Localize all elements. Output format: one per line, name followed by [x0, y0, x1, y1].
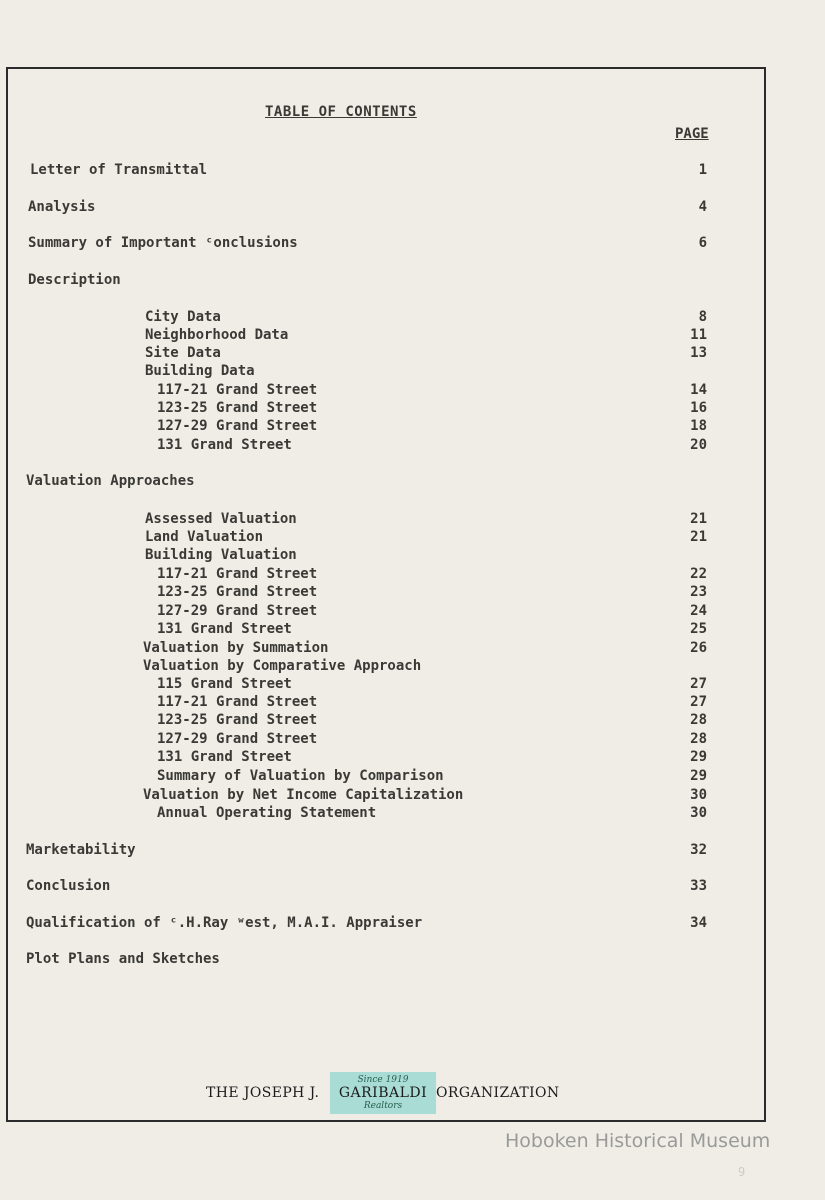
toc-page: 22 [690, 566, 707, 582]
toc-page: 34 [690, 915, 707, 931]
toc-page: 1 [698, 162, 707, 178]
toc-label: 131 Grand Street [157, 621, 292, 637]
toc-page: 27 [690, 676, 707, 692]
toc-label: Annual Operating Statement [157, 805, 377, 821]
toc-entry [26, 842, 825, 860]
letterhead-footer [206, 1072, 586, 1114]
toc-page: 32 [690, 842, 707, 858]
toc-page: 21 [690, 511, 707, 527]
toc-page: 23 [690, 584, 707, 600]
toc-page: 29 [690, 749, 707, 765]
toc-label: Summary of Important ᶜonclusions [28, 235, 298, 251]
footer-left-text: THE JOSEPH J. [206, 1085, 320, 1101]
toc-page: 4 [698, 199, 707, 215]
toc-page: 13 [690, 345, 707, 361]
toc-entry [145, 547, 825, 565]
toc-label: Analysis [28, 199, 96, 215]
logo-since: Since 1919 [357, 1075, 409, 1085]
toc-label: 123-25 Grand Street [157, 400, 318, 416]
toc-entry [157, 566, 825, 584]
toc-page: 6 [698, 235, 707, 251]
toc-entry [157, 768, 825, 786]
museum-watermark: Hoboken Historical Museum [505, 1130, 771, 1152]
page-number: 9 [738, 1165, 746, 1179]
toc-entry [26, 951, 825, 969]
toc-entry [157, 584, 825, 602]
toc-label: Letter of Transmittal [30, 162, 208, 178]
toc-label: Plot Plans and Sketches [26, 951, 220, 967]
toc-label: Conclusion [26, 878, 111, 894]
toc-entry [28, 235, 825, 253]
company-logo [330, 1072, 436, 1114]
toc-page: 14 [690, 382, 707, 398]
toc-label: Description [28, 272, 121, 288]
toc-entry [26, 473, 825, 491]
footer-right-text: ORGANIZATION [436, 1085, 560, 1101]
toc-page: 11 [690, 327, 707, 343]
toc-entry [145, 511, 825, 529]
toc-page: 27 [690, 694, 707, 710]
toc-page: 24 [690, 603, 707, 619]
toc-label: 131 Grand Street [157, 437, 292, 453]
toc-entry [145, 529, 825, 547]
toc-label: Valuation Approaches [26, 473, 195, 489]
toc-entry [157, 621, 825, 639]
toc-entry [28, 199, 825, 217]
toc-label: Marketability [26, 842, 136, 858]
logo-realtors: Realtors [363, 1101, 403, 1111]
toc-entry [30, 162, 825, 180]
toc-label: Summary of Valuation by Comparison [157, 768, 444, 784]
toc-label: 127-29 Grand Street [157, 418, 318, 434]
toc-page: 33 [690, 878, 707, 894]
logo-name: GARIBALDI [338, 1085, 428, 1101]
toc-page: 16 [690, 400, 707, 416]
toc-label: 131 Grand Street [157, 749, 292, 765]
toc-label: City Data [145, 309, 221, 325]
toc-label: Site Data [145, 345, 221, 361]
page-column-header: PAGE [675, 126, 709, 142]
toc-entry [157, 400, 825, 418]
toc-label: 115 Grand Street [157, 676, 292, 692]
toc-entry [145, 327, 825, 345]
toc-page: 25 [690, 621, 707, 637]
toc-label: 117-21 Grand Street [157, 566, 318, 582]
toc-label: 123-25 Grand Street [157, 584, 318, 600]
toc-page: 18 [690, 418, 707, 434]
toc-page: 30 [690, 787, 707, 803]
toc-entry [157, 712, 825, 730]
toc-entry [26, 915, 825, 933]
toc-label: Valuation by Comparative Approach [143, 658, 422, 674]
toc-entry [28, 272, 825, 290]
toc-label: 123-25 Grand Street [157, 712, 318, 728]
toc-page: 28 [690, 712, 707, 728]
toc-entry [145, 363, 825, 381]
toc-entry [157, 731, 825, 749]
toc-label: Building Data [145, 363, 255, 379]
toc-page: 29 [690, 768, 707, 784]
toc-entry [157, 676, 825, 694]
toc-entry [157, 437, 825, 455]
toc-label: 127-29 Grand Street [157, 603, 318, 619]
toc-page: 28 [690, 731, 707, 747]
toc-label: Land Valuation [145, 529, 264, 545]
toc-page: 30 [690, 805, 707, 821]
toc-entry [157, 418, 825, 436]
toc-entry [143, 658, 825, 676]
toc-label: Assessed Valuation [145, 511, 297, 527]
toc-page: 21 [690, 529, 707, 545]
toc-label: 117-21 Grand Street [157, 382, 318, 398]
toc-label: Valuation by Summation [143, 640, 329, 656]
toc-label: Valuation by Net Income Capitalization [143, 787, 464, 803]
toc-entry [157, 749, 825, 767]
toc-label: Neighborhood Data [145, 327, 289, 343]
toc-label: Qualification of ᶜ.H.Ray ʷest, M.A.I. Appraiser [26, 915, 423, 931]
toc-entry [145, 309, 825, 327]
toc-entry [26, 878, 825, 896]
toc-entry [157, 805, 825, 823]
toc-entry [143, 787, 825, 805]
page-title: TABLE OF CONTENTS [265, 104, 417, 120]
toc-entry [157, 382, 825, 400]
toc-page: 8 [698, 309, 707, 325]
toc-entry [145, 345, 825, 363]
toc-entry [143, 640, 825, 658]
toc-entry [157, 694, 825, 712]
toc-page: 26 [690, 640, 707, 656]
toc-label: 117-21 Grand Street [157, 694, 318, 710]
toc-label: Building Valuation [145, 547, 297, 563]
toc-page: 20 [690, 437, 707, 453]
toc-entry [157, 603, 825, 621]
toc-label: 127-29 Grand Street [157, 731, 318, 747]
